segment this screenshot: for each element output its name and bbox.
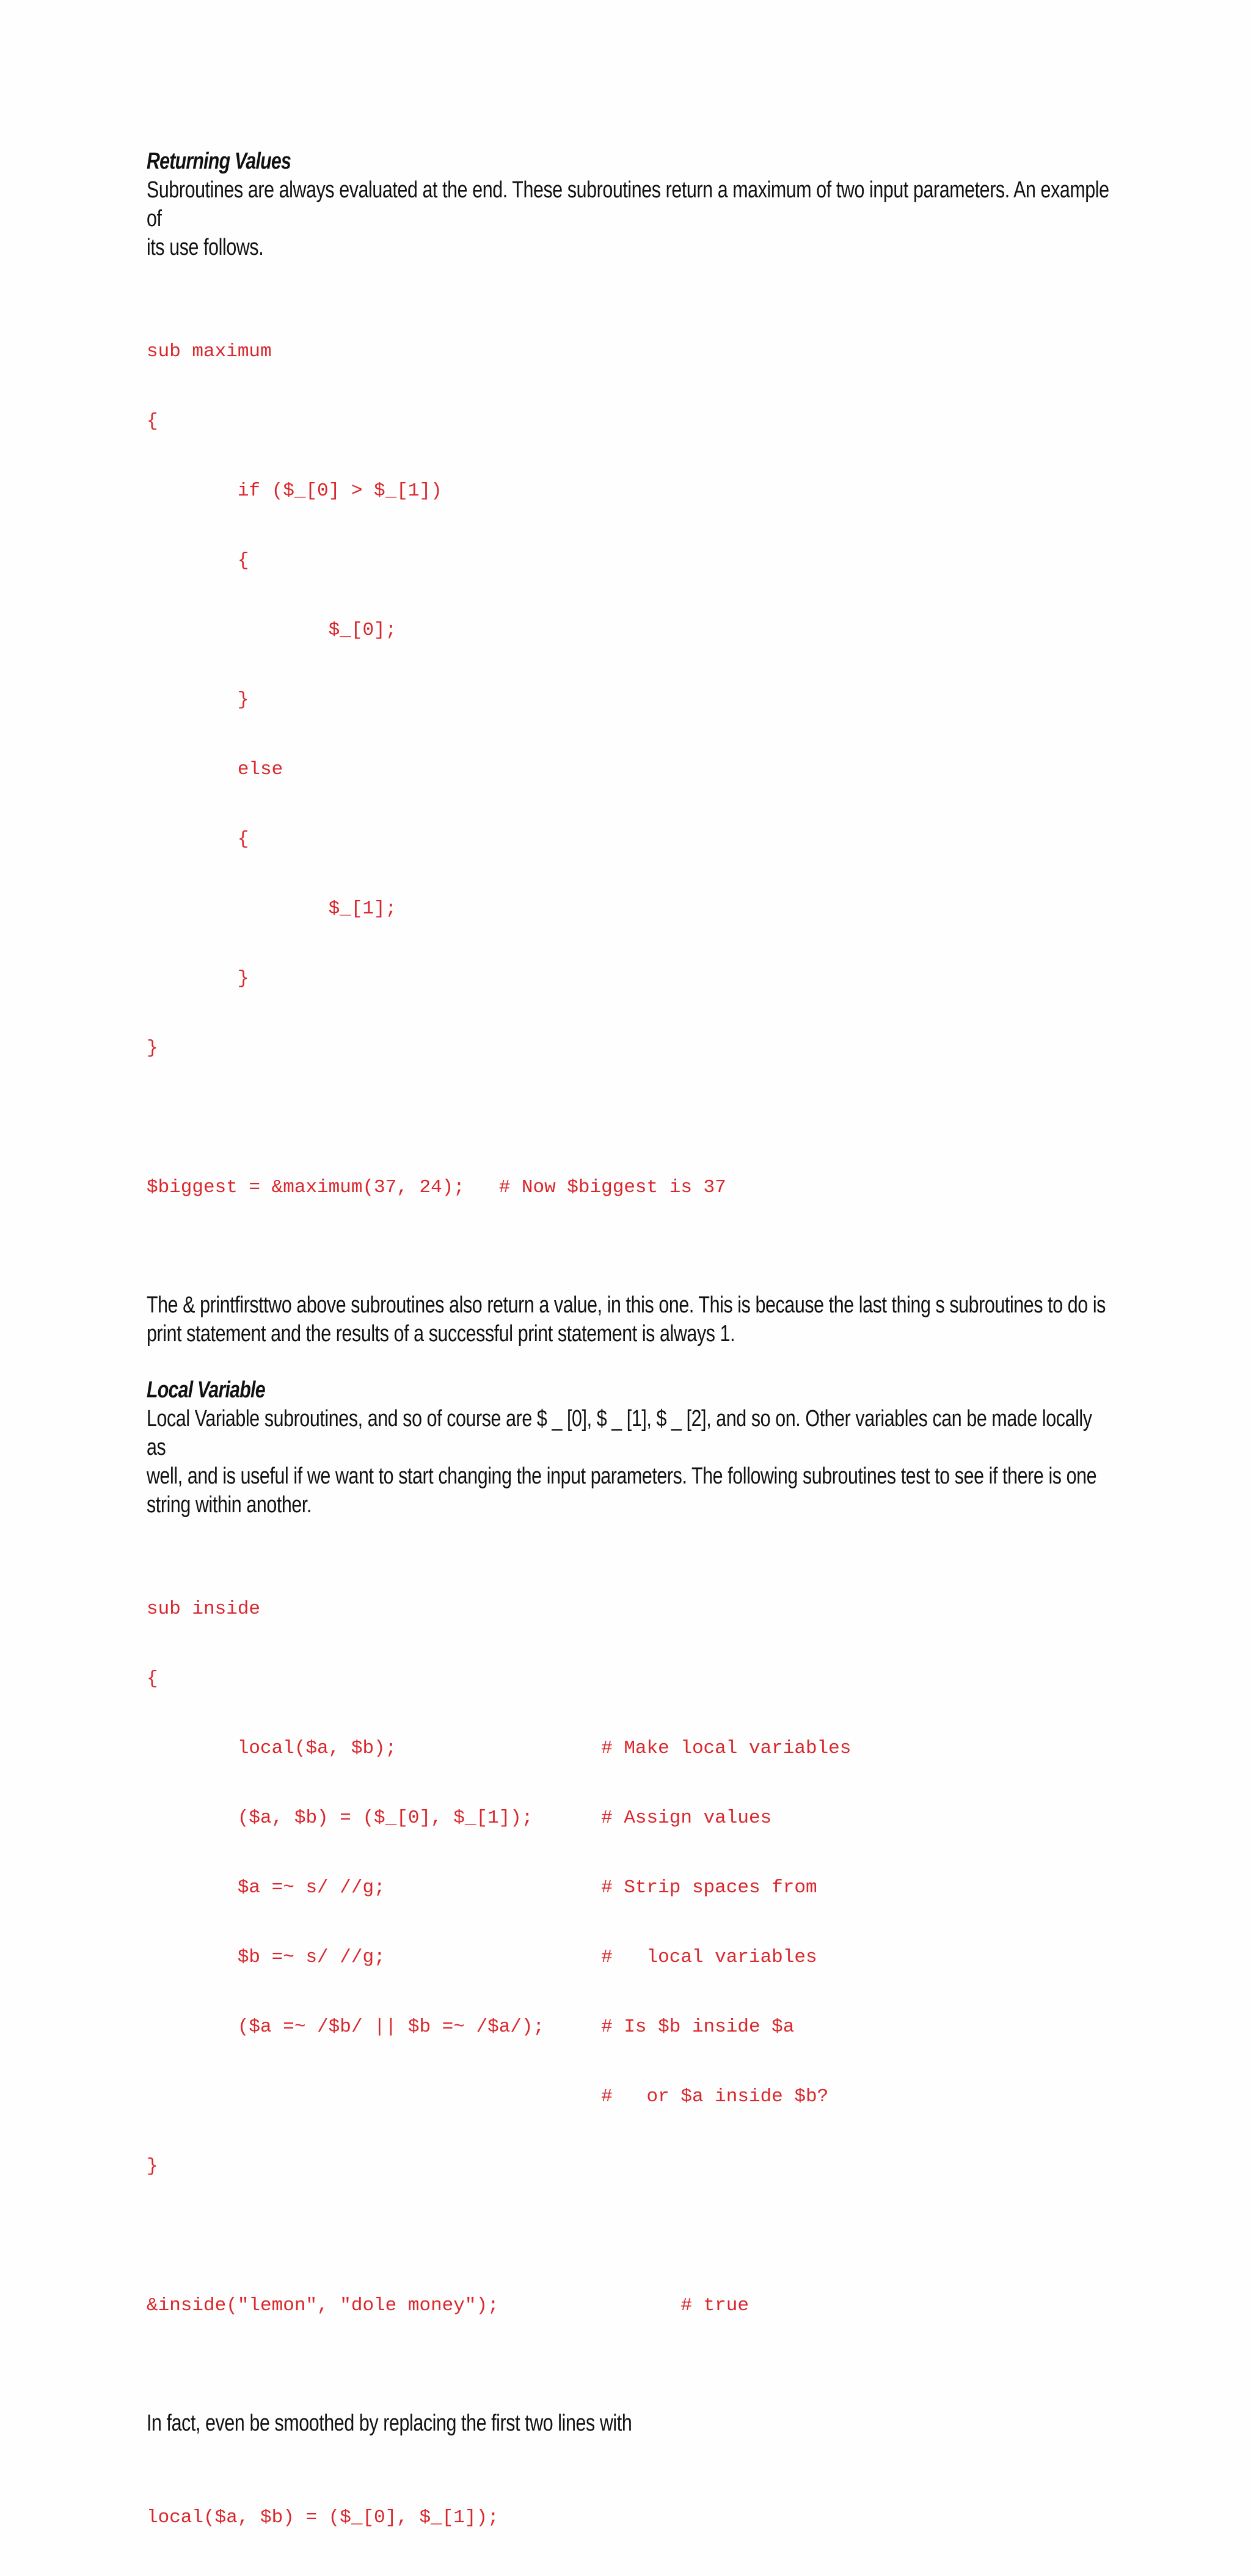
code-line: }	[147, 689, 249, 711]
intro-paragraph-1	[147, 176, 1112, 262]
code-line: {	[147, 829, 249, 850]
intro-paragraph-2	[147, 1405, 1112, 1520]
code-block-maximum	[147, 294, 1112, 1107]
code-line: $_[1];	[147, 898, 397, 920]
code-line: }	[147, 1037, 158, 1059]
code-line: $a =~ s/ //g; # Strip spaces from	[147, 1877, 817, 1898]
intro-line: string within another.	[147, 1492, 312, 1518]
explanation-line: The & printfirsttwo above subroutines also return a value, in this one. This is because the last thing s subroutines to do is	[147, 1292, 1106, 1318]
code-line: ($a, $b) = ($_[0], $_[1]); # Assign values	[147, 1807, 772, 1829]
code-block-inside	[147, 1551, 1112, 2225]
code-line: }	[147, 968, 249, 989]
section-heading-local-variable: Local Variable	[147, 1377, 265, 1403]
code-line: }	[147, 2156, 158, 2177]
code-line: local($a, $b) = ($_[0], $_[1]);	[147, 2507, 499, 2528]
code-call-maximum	[147, 1130, 1112, 1246]
explanation-line: print statement and the results of a successful print statement is always 1.	[147, 1321, 735, 1347]
section-heading-returning-values: Returning Values	[147, 148, 291, 174]
intro-line: well, and is useful if we want to start changing the input parameters. The following subroutines test to see if there is one	[147, 1463, 1097, 1489]
code-line: {	[147, 550, 249, 571]
code-line: ($a =~ /$b/ || $b =~ /$a/); # Is $b inside $a	[147, 2016, 795, 2038]
code-call-inside	[147, 2248, 1112, 2364]
intro-line: Subroutines are always evaluated at the end. These subroutines return a maximum of two input parameters. An example of	[147, 177, 1109, 232]
explanation-line: In fact, even be smoothed by replacing the first two lines with	[147, 2410, 632, 2436]
code-line: {	[147, 1668, 158, 1689]
code-line: $biggest = &maximum(37, 24); # Now $biggest is 37	[147, 1177, 726, 1198]
intro-line: Local Variable subroutines, and so of course are $ _ [0], $ _ [1], $ _ [2], and so on. Other variables can be made locally as	[147, 1406, 1092, 1460]
code-line: # or $a inside $b?	[147, 2086, 829, 2107]
code-line: {	[147, 411, 158, 432]
code-line: sub maximum	[147, 341, 272, 362]
code-line: &inside("lemon", "dole money"); # true	[147, 2295, 749, 2316]
explanation-paragraph-2	[147, 2409, 1112, 2438]
intro-line: its use follows.	[147, 235, 264, 260]
code-line: else	[147, 759, 283, 780]
explanation-paragraph-1	[147, 1291, 1112, 1348]
code-line: if ($_[0] > $_[1])	[147, 480, 442, 502]
code-line: sub inside	[147, 1598, 261, 1620]
code-final-local	[147, 2460, 1112, 2576]
code-line: local($a, $b); # Make local variables	[147, 1738, 852, 1759]
document-page	[147, 147, 1112, 2576]
code-line: $_[0];	[147, 620, 397, 641]
code-line: $b =~ s/ //g; # local variables	[147, 1947, 817, 1968]
